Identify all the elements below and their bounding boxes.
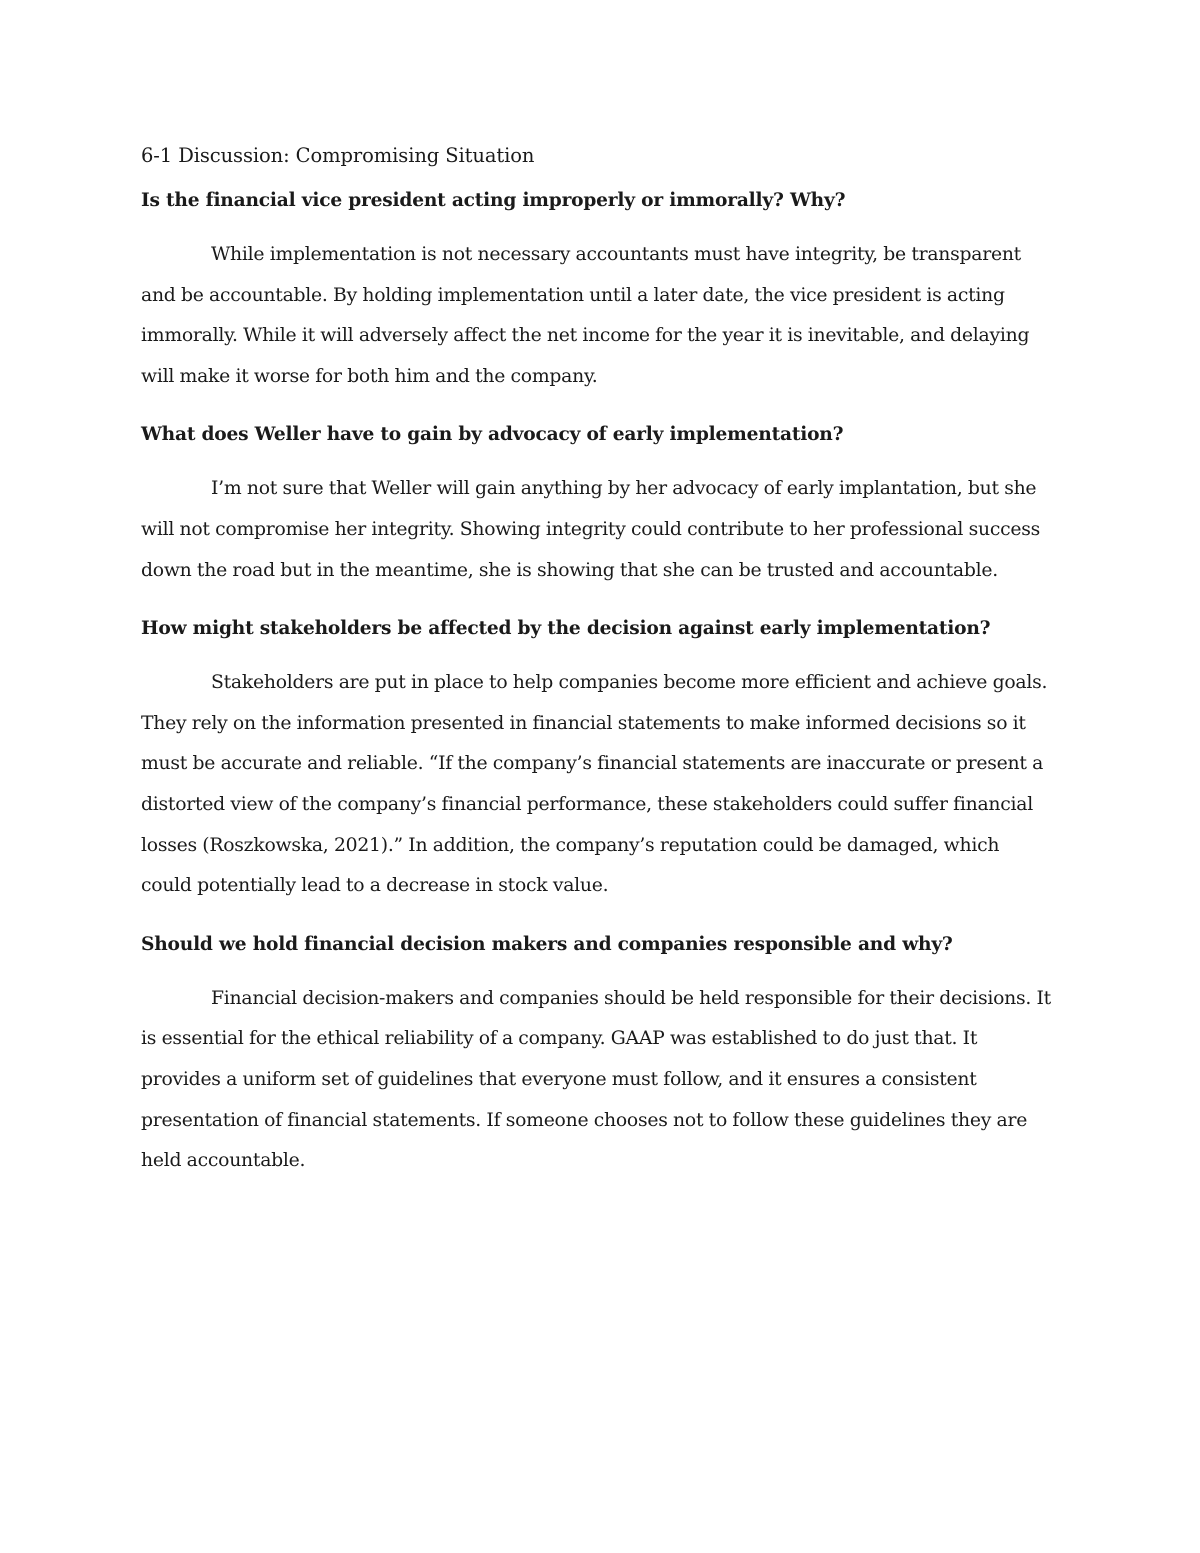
answer-3: Stakeholders are put in place to help companies become more efficient and achieve goals. They rely on the information presented in financial statements to make informed decisions so it must be accurate and reliable. “If the company’s financial statements are inaccurate or present a distorted view of the company’s financial performance, these stakeholders could suffer financial losses (Roszkowska, 2021).” In addition, the company’s reputation could be damaged, which could potentially lead to a decrease in stock value. — [141, 672, 1048, 897]
document-title: 6-1 Discussion: Compromising Situation — [141, 144, 535, 167]
question-3: How might stakeholders be affected by the decision against early implementation? — [141, 618, 991, 640]
document-page — [141, 138, 1053, 1202]
question-1: Is the financial vice president acting improperly or immorally? Why? — [141, 190, 846, 211]
answer-4: Financial decision-makers and companies should be held responsible for their decisions. It is essential for the ethical reliability of a company. GAAP was established to do just that. It provides a uniform set of guidelines that everyone must follow, and it ensures a consistent presentation of financial statements. If someone chooses not to follow these guidelines they are held accountable. — [141, 987, 1051, 1172]
answer-1: While implementation is not necessary accountants must have integrity, be transparent and be accountable. By holding implementation until a later date, the vice president is acting immorally. While it will adversely affect the net income for the year it is inevitable, and delaying will make it worse for both him and the company. — [141, 244, 1030, 387]
answer-2: I’m not sure that Weller will gain anything by her advocacy of early implantation, but she will not compromise her integrity. Showing integrity could contribute to her professional success down the road but in the meantime, she is showing that she can be trusted and accountable. — [141, 478, 1040, 581]
question-4: Should we hold financial decision makers and companies responsible and why? — [141, 933, 953, 955]
question-2: What does Weller have to gain by advocacy of early implementation? — [141, 424, 844, 446]
